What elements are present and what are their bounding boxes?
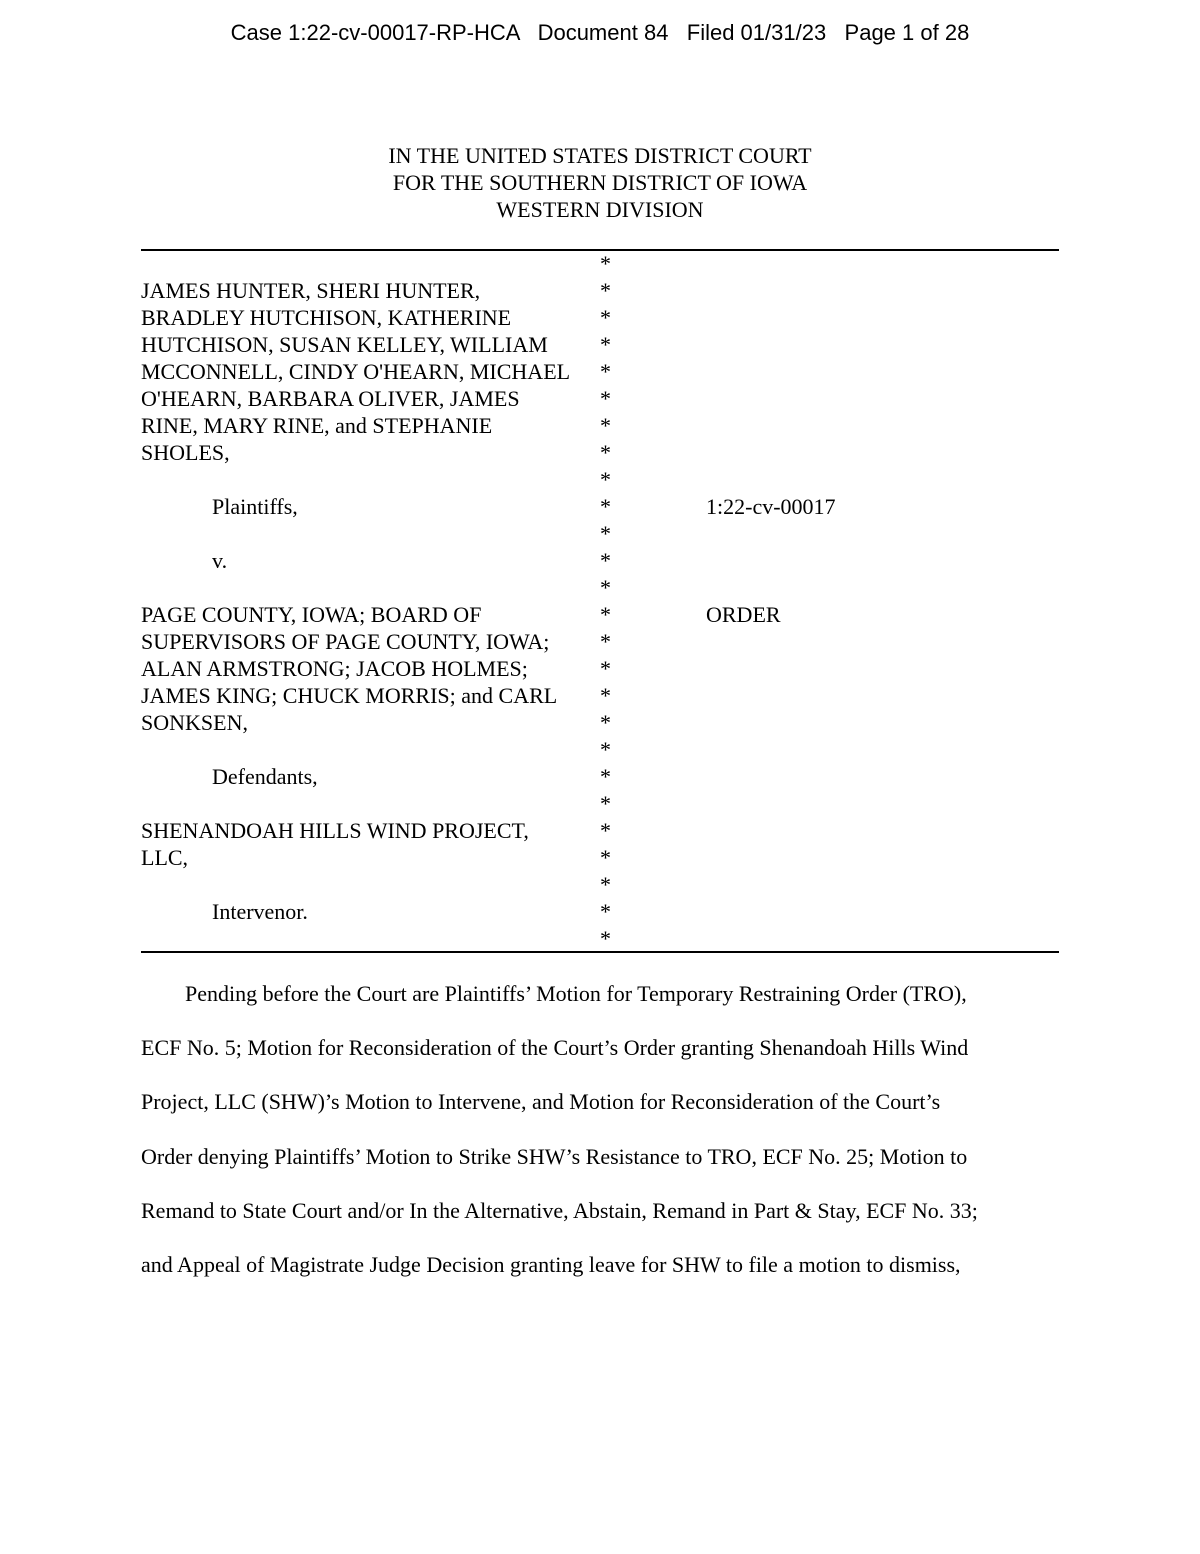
caption-separator: *: [600, 386, 611, 411]
caption-bottom-rule: [141, 951, 1059, 953]
caption-party-text: RINE, MARY RINE, and STEPHANIE: [141, 413, 493, 438]
caption-row: [141, 385, 1059, 412]
caption-separator: *: [600, 872, 611, 897]
caption-party-text: JAMES KING; CHUCK MORRIS; and CARL: [141, 683, 558, 708]
body-line: Order denying Plaintiffs’ Motion to Strike SHW’s Resistance to TRO, ECF No. 25; Motion to: [141, 1143, 968, 1169]
court-title-line: FOR THE SOUTHERN DISTRICT OF IOWA: [392, 170, 808, 195]
caption-separator: *: [600, 305, 611, 330]
caption-separator: *: [600, 818, 611, 843]
caption-separator: *: [600, 521, 611, 546]
caption-row: [141, 844, 1059, 871]
caption-row: [141, 358, 1059, 385]
caption-right-text: 1:22-cv-00017: [706, 494, 836, 519]
caption-separator: *: [600, 413, 611, 438]
caption-separator: *: [600, 791, 611, 816]
caption-row: [141, 763, 1059, 790]
caption-row: [141, 628, 1059, 655]
caption-party-text: SUPERVISORS OF PAGE COUNTY, IOWA;: [141, 629, 550, 654]
caption-party-text: SHOLES,: [141, 440, 230, 465]
body-line: Pending before the Court are Plaintiffs’ Motion for Temporary Restraining Order (TRO),: [141, 981, 967, 1006]
court-title: [0, 142, 1200, 223]
caption-separator: *: [600, 926, 611, 951]
caption-separator: *: [600, 440, 611, 465]
body-line: Remand to State Court and/or In the Alternative, Abstain, Remand in Part & Stay, ECF No. 33;: [141, 1197, 978, 1223]
caption-separator: *: [600, 467, 611, 492]
case-caption: [141, 250, 1059, 952]
caption-row: [141, 520, 1059, 547]
caption-row: [141, 898, 1059, 925]
caption-party-text: HUTCHISON, SUSAN KELLEY, WILLIAM: [141, 332, 548, 357]
caption-party-text: JAMES HUNTER, SHERI HUNTER,: [141, 278, 481, 303]
caption-row: [141, 547, 1059, 574]
case-header: Case 1:22-cv-00017-RP-HCA Document 84 Filed 01/31/23 Page 1 of 28: [230, 20, 970, 45]
caption-right-text: ORDER: [706, 602, 781, 627]
caption-party-text: LLC,: [141, 845, 189, 870]
caption-separator: *: [600, 332, 611, 357]
caption-separator: *: [600, 575, 611, 600]
caption-row: [141, 439, 1059, 466]
caption-row: [141, 871, 1059, 898]
caption-row: [141, 925, 1059, 952]
caption-party-text: O'HEARN, BARBARA OLIVER, JAMES: [141, 386, 520, 411]
caption-separator: *: [600, 548, 611, 573]
caption-row: [141, 277, 1059, 304]
caption-row: [141, 817, 1059, 844]
caption-party-text: ALAN ARMSTRONG; JACOB HOLMES;: [141, 656, 528, 681]
caption-party-text: Intervenor.: [212, 899, 308, 924]
court-title-line: WESTERN DIVISION: [496, 197, 704, 222]
caption-row: [141, 466, 1059, 493]
body-line: Project, LLC (SHW)’s Motion to Intervene, and Motion for Reconsideration of the Court’s: [141, 1089, 941, 1115]
caption-row: [141, 655, 1059, 682]
caption-row: [141, 736, 1059, 763]
caption-party-text: MCCONNELL, CINDY O'HEARN, MICHAEL: [141, 359, 571, 384]
caption-separator: *: [600, 899, 611, 924]
caption-separator: *: [600, 683, 611, 708]
caption-row: [141, 304, 1059, 331]
caption-separator: *: [600, 278, 611, 303]
caption-separator: *: [600, 737, 611, 762]
order-body: [141, 967, 1059, 1292]
body-line: ECF No. 5; Motion for Reconsideration of the Court’s Order granting Shenandoah Hills Wind: [141, 1035, 969, 1061]
caption-separator: *: [600, 845, 611, 870]
caption-separator: *: [600, 629, 611, 654]
caption-separator: *: [600, 494, 611, 519]
caption-row: [141, 682, 1059, 709]
caption-row: [141, 574, 1059, 601]
caption-party-text: SHENANDOAH HILLS WIND PROJECT,: [141, 818, 529, 843]
caption-row: [141, 331, 1059, 358]
court-title-line: IN THE UNITED STATES DISTRICT COURT: [388, 143, 812, 168]
caption-separator: *: [600, 251, 611, 276]
caption-party-text: BRADLEY HUTCHISON, KATHERINE: [141, 305, 512, 330]
caption-separator: *: [600, 764, 611, 789]
body-line: and Appeal of Magistrate Judge Decision granting leave for SHW to file a motion to dismiss,: [141, 1252, 961, 1278]
caption-separator: *: [600, 359, 611, 384]
caption-row: [141, 250, 1059, 277]
caption-separator: *: [600, 710, 611, 735]
caption-separator: *: [600, 656, 611, 681]
caption-separator: *: [600, 602, 611, 627]
caption-row: [141, 493, 1059, 520]
caption-party-text: PAGE COUNTY, IOWA; BOARD OF: [141, 602, 482, 627]
caption-row: [141, 601, 1059, 628]
caption-party-text: Defendants,: [212, 764, 318, 789]
caption-party-text: v.: [212, 548, 228, 573]
caption-party-text: SONKSEN,: [141, 710, 248, 735]
caption-row: [141, 790, 1059, 817]
caption-row: [141, 412, 1059, 439]
caption-party-text: Plaintiffs,: [212, 494, 298, 519]
caption-row: [141, 709, 1059, 736]
